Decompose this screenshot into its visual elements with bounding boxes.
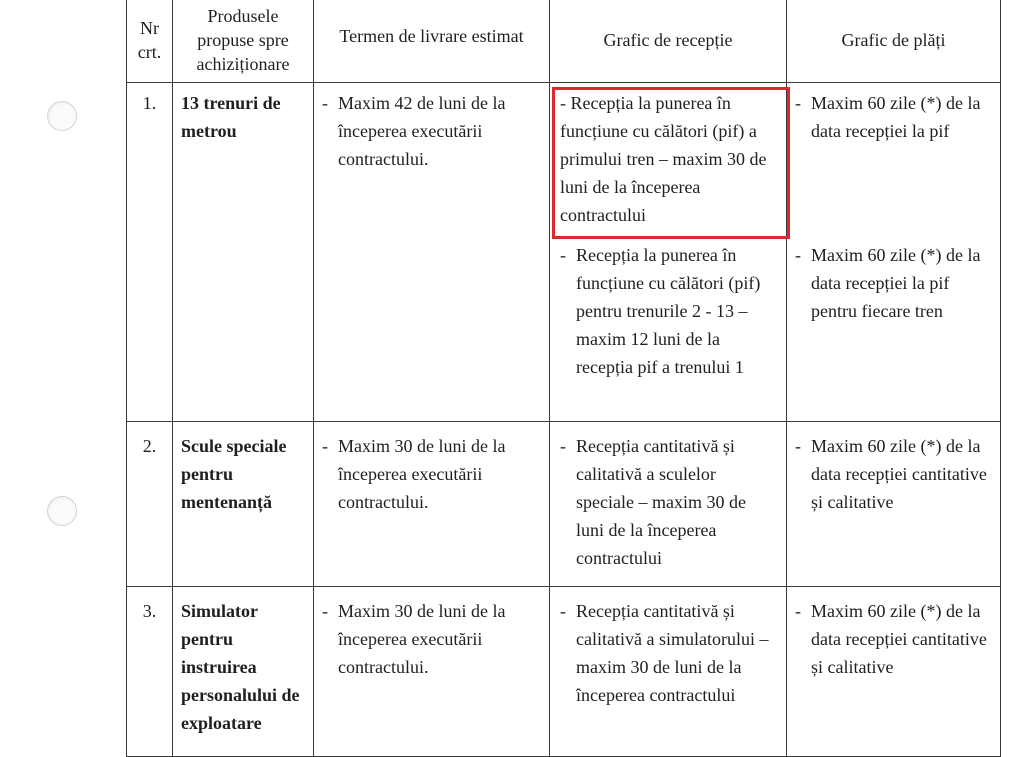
row-3-payment: - Maxim 60 zile (*) de la data recepției cantitative și calitative <box>787 586 1001 756</box>
row-2-reception: - Recepția cantitativă și calitativă a sculelor speciale – maxim 30 de luni de la începerea contractului <box>550 421 787 586</box>
row-1-delivery: - Maxim 42 de luni de la începerea executării contractului. <box>314 83 550 422</box>
punch-hole-top <box>47 101 77 131</box>
row-1-reception-2: - Recepția la punerea în funcțiune cu călători (pif) pentru trenurile 2 - 13 – maxim 12 luni de la recepția pif a trenului 1 <box>550 235 787 421</box>
table-row <box>127 83 1001 236</box>
reception-text-highlighted: - Recepția la punerea în funcțiune cu călători (pif) a primului tren – maxim 30 de luni de la începerea contractului <box>560 93 767 225</box>
header-payments: Grafic de plăți <box>787 0 1001 83</box>
row-2-delivery: - Maxim 30 de luni de la începerea executării contractului. <box>314 421 550 586</box>
header-products: Produsele propuse spre achiziționare <box>173 0 314 83</box>
row-1-payment-2: - Maxim 60 zile (*) de la data recepției la pif pentru fiecare tren <box>787 235 1001 421</box>
row-2-product: Scule speciale pentru mentenanță <box>173 421 314 586</box>
row-1-product: 13 trenuri de metrou <box>173 83 314 422</box>
table-row <box>127 421 1001 586</box>
row-1-nr: 1. <box>127 83 173 422</box>
row-2-nr: 2. <box>127 421 173 586</box>
procurement-schedule-table <box>126 0 1001 757</box>
table-header-row <box>127 0 1001 83</box>
row-1-reception-1 <box>550 83 787 236</box>
header-delivery: Termen de livrare estimat <box>314 0 550 83</box>
table-row <box>127 586 1001 756</box>
row-1-payment-1: - Maxim 60 zile (*) de la data recepției la pif <box>787 83 1001 236</box>
row-3-nr: 3. <box>127 586 173 756</box>
header-nr: Nr crt. <box>127 0 173 83</box>
header-reception: Grafic de recepție <box>550 0 787 83</box>
row-2-payment: - Maxim 60 zile (*) de la data recepției cantitative și calitative <box>787 421 1001 586</box>
row-3-product: Simulator pentru instruirea personalului de exploatare <box>173 586 314 756</box>
row-3-delivery: - Maxim 30 de luni de la începerea executării contractului. <box>314 586 550 756</box>
row-3-reception: - Recepția cantitativă și calitativă a simulatorului – maxim 30 de luni de la începerea contractului <box>550 586 787 756</box>
punch-hole-bottom <box>47 496 77 526</box>
